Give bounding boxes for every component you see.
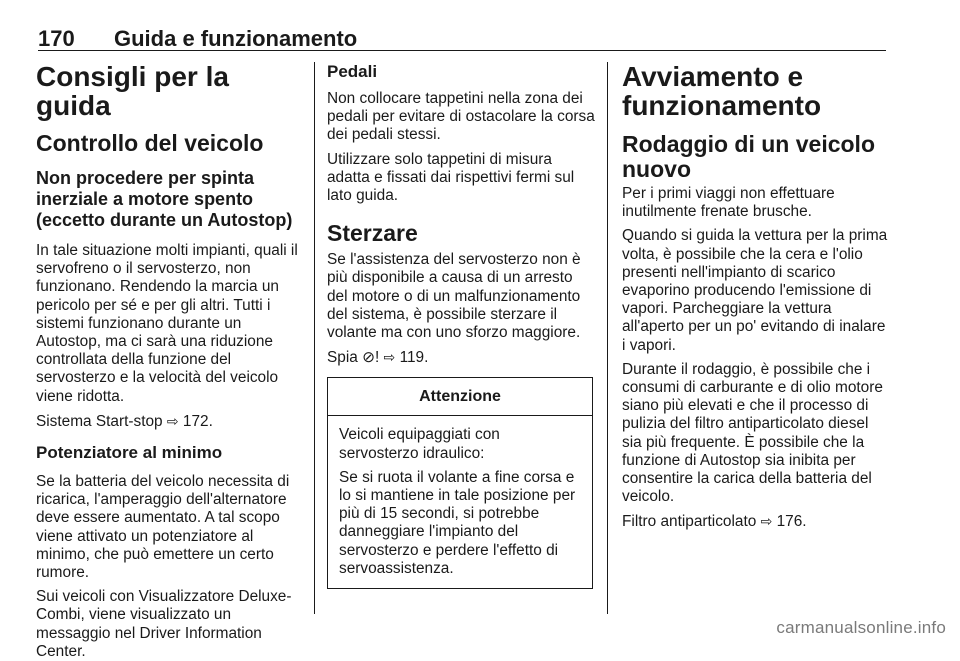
body-paragraph: Se la batteria del veicolo necessita di ricarica, l'amperaggio dell'alternatore deve essere aumentato. A tal scopo viene attivato un potenziatore al minimo, che può emettere un certo rumore. <box>36 473 290 582</box>
reference-page: 176. <box>776 513 807 531</box>
page-arrow-icon: ⇨ <box>760 513 773 530</box>
warning-body <box>328 416 592 588</box>
subsection-heading: Controllo del veicolo <box>36 130 264 156</box>
body-paragraph: Per i primi viaggi non effettuare inutilmente frenate brusche. <box>622 185 835 221</box>
body-paragraph: Utilizzare solo tappetini di misura adatta e fissati dai rispettivi fermi sul lato guida. <box>327 150 575 205</box>
reference-label: Sistema Start-stop <box>36 412 163 430</box>
cross-reference <box>327 348 595 367</box>
reference-page: 172. <box>182 412 213 430</box>
section-heading: Consigli per la guida <box>36 61 229 121</box>
cross-reference <box>36 412 302 431</box>
cross-reference <box>622 512 890 531</box>
page-arrow-icon: ⇨ <box>166 412 179 429</box>
paragraph-heading: Pedali <box>327 62 378 81</box>
paragraph-heading: Non procedere per spinta inerziale a motore spento (eccetto durante un Autostop) <box>36 168 293 230</box>
column-1 <box>36 62 302 661</box>
column-3 <box>622 62 890 532</box>
column-divider <box>314 62 315 614</box>
body-paragraph: Se l'assistenza del servosterzo non è più disponibile a causa di un arresto del motore o di un malfunzionamento del sistema, è possibile sterzare il volante ma con uno sforzo maggiore. <box>327 251 581 342</box>
section-title: Guida e funzionamento <box>114 26 358 51</box>
column-divider <box>607 62 608 614</box>
subsection-heading: Rodaggio di un veicolo nuovo <box>622 131 875 182</box>
body-paragraph: Durante il rodaggio, è possibile che i consumi di carburante e di olio motore siano più elevati e che il processo di pulizia del filtro antiparticolato diesel sia più frequente. È possibile che la funzione di Autostop sia inibita per consentire la carica della batteria del veicolo. <box>622 360 883 506</box>
warning-box <box>327 377 593 589</box>
body-paragraph: Non collocare tappetini nella zona dei pedali per evitare di ostacolare la corsa dei pedali stessi. <box>327 90 595 144</box>
body-paragraph: Quando si guida la vettura per la prima volta, è possibile che la cera e l'olio presenti nell'impianto di scarico evaporino producendo l'emissione di vapori. Parcheggiare la vettura all'aperto per un po' evitando di inalare i vapori. <box>622 227 888 354</box>
page-number: 170 <box>38 26 75 51</box>
column-2 <box>327 62 595 589</box>
body-paragraph: In tale situazione molti impianti, quali il servofreno o il servosterzo, non funzionano. Rendendo la marcia un pericolo per sé e per gli altri. Tutti i sistemi funzionano durante un Autostop, ma ci sarà una riduzione controllata della funzione del servosterzo e la velocità del veicolo viene ridotta. <box>36 242 298 405</box>
body-paragraph: Sui veicoli con Visualizzatore Deluxe-Combi, viene visualizzato un messaggio nel Driver Information Center. <box>36 588 292 660</box>
watermark: carmanualsonline.info <box>776 618 946 637</box>
warning-title: Attenzione <box>328 378 592 416</box>
page-arrow-icon: ⇨ <box>383 349 396 366</box>
warning-paragraph: Veicoli equipaggiati con servosterzo idraulico: <box>339 426 500 462</box>
steering-warning-icon: ⊘! <box>362 349 380 367</box>
warning-paragraph: Se si ruota il volante a fine corsa e lo si mantiene in tale posizione per più di 15 secondi, si potrebbe danneggiare l'impianto del servosterzo e perdere l'effetto di servoassistenza. <box>339 468 576 577</box>
page-header <box>38 16 886 51</box>
paragraph-heading: Potenziatore al minimo <box>36 443 223 463</box>
reference-page: 119. <box>399 349 429 367</box>
subsection-heading: Sterzare <box>327 220 418 247</box>
section-heading: Avviamento e funzionamento <box>622 61 822 121</box>
reference-label: Spia <box>327 349 358 367</box>
reference-label: Filtro antiparticolato <box>622 513 757 531</box>
